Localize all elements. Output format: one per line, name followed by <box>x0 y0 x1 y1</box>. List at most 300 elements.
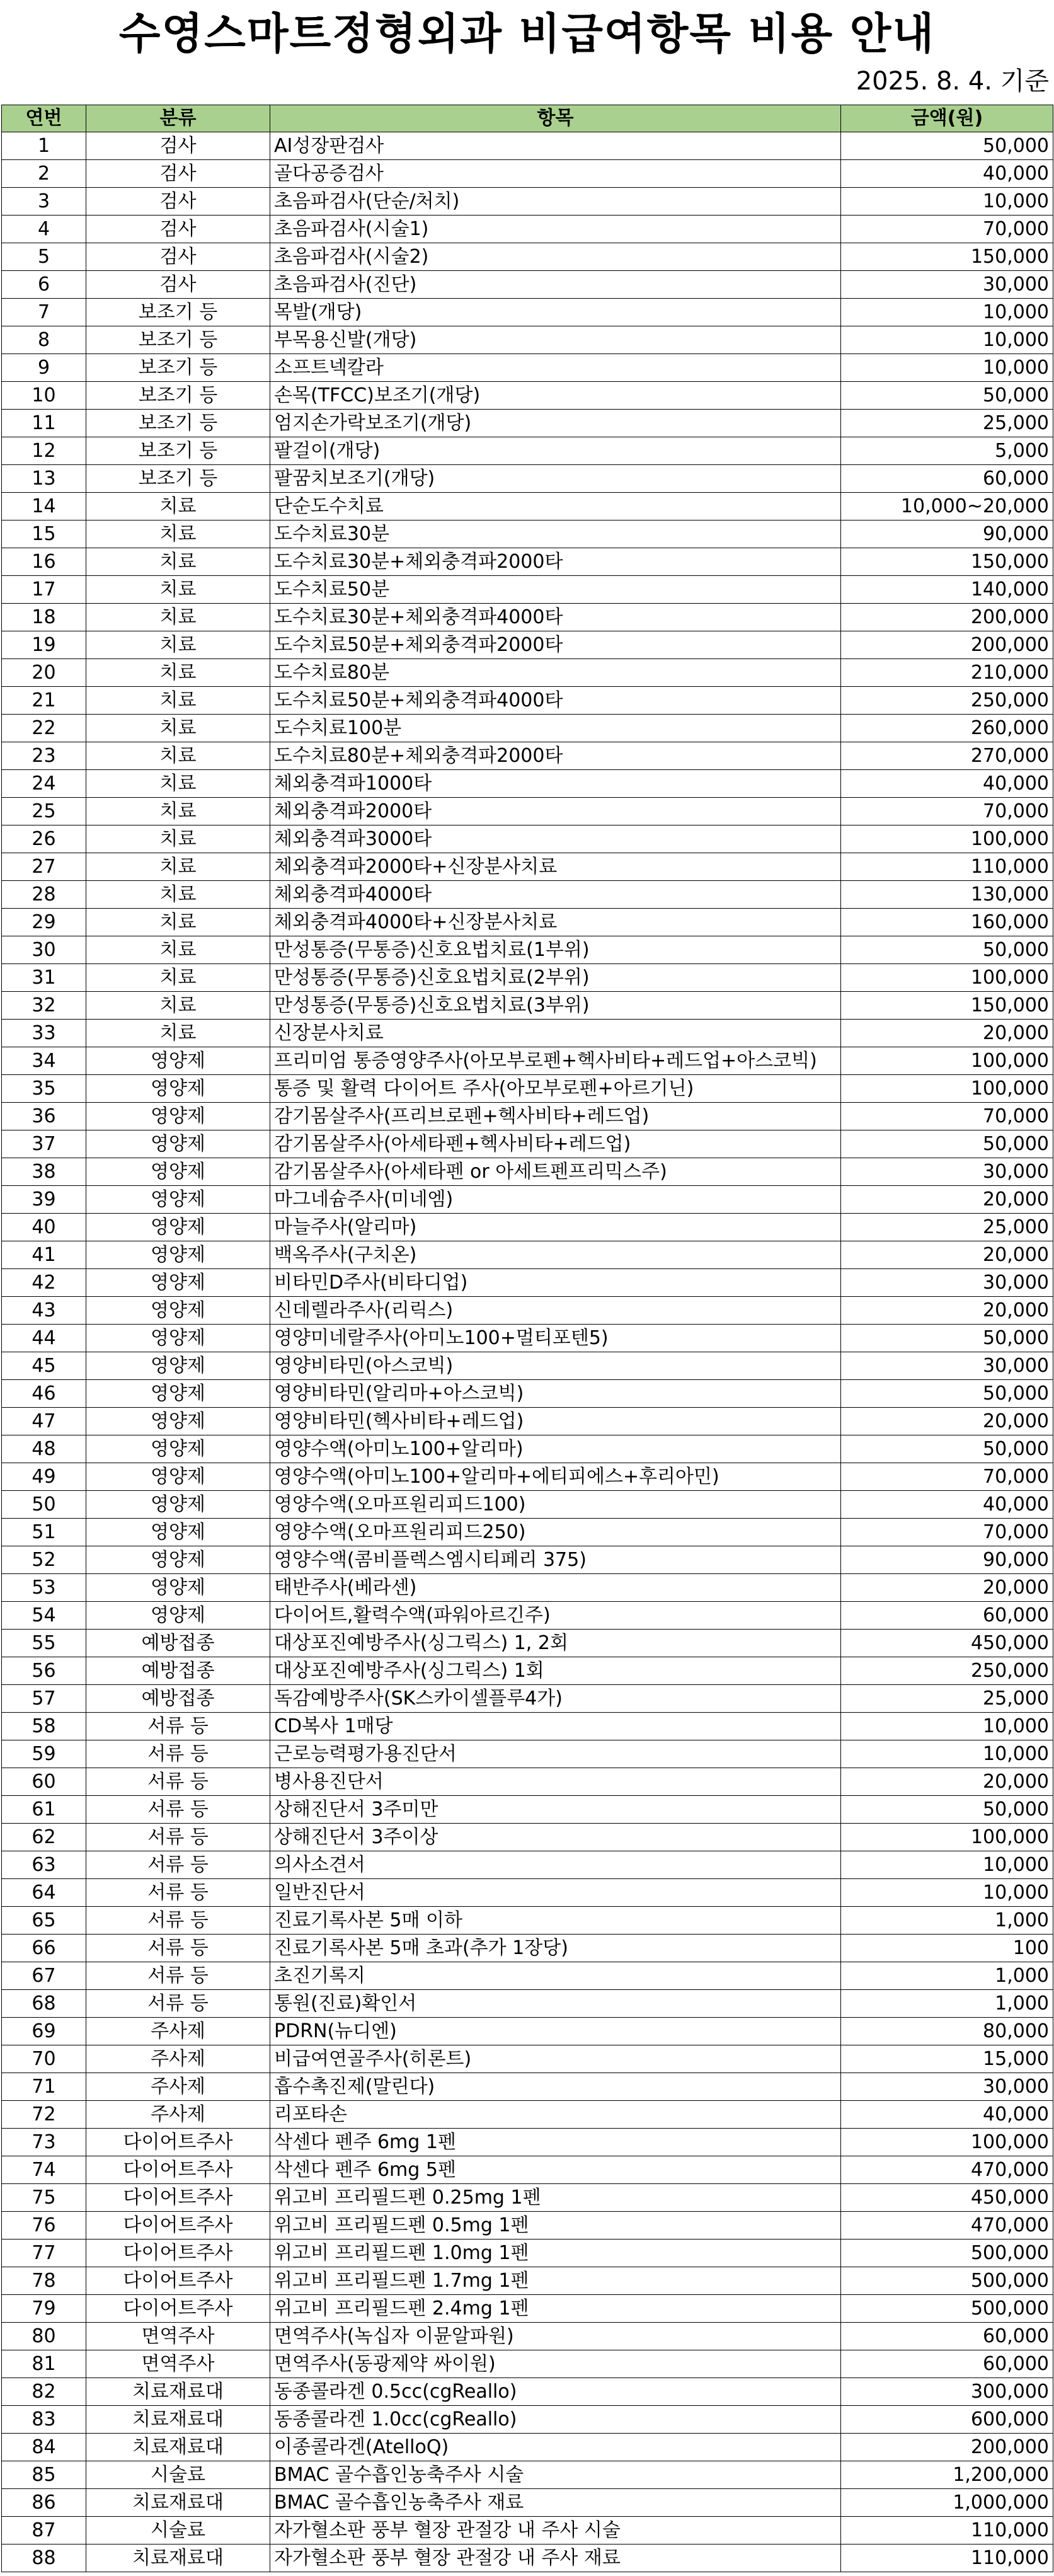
row-amount: 60,000 <box>841 1602 1053 1630</box>
table-row <box>2 1657 1053 1685</box>
row-amount: 20,000 <box>841 1408 1053 1435</box>
row-item: 마그네슘주사(미네엠) <box>270 1186 841 1214</box>
table-row <box>2 2350 1053 2378</box>
row-number: 68 <box>2 1990 86 2018</box>
row-amount: 300,000 <box>841 2378 1053 2406</box>
row-amount: 70,000 <box>841 1103 1053 1130</box>
table-row <box>2 604 1053 631</box>
row-category: 주사제 <box>86 2045 270 2073</box>
header-number: 연번 <box>2 105 86 132</box>
row-amount: 50,000 <box>841 1796 1053 1824</box>
row-number: 4 <box>2 216 86 243</box>
row-item: 비타민D주사(비타디업) <box>270 1269 841 1297</box>
table-row <box>2 1463 1053 1491</box>
row-number: 63 <box>2 1851 86 1879</box>
row-category: 서류 등 <box>86 1796 270 1824</box>
row-category: 치료 <box>86 604 270 631</box>
table-row <box>2 1435 1053 1463</box>
row-category: 치료 <box>86 770 270 798</box>
row-item: 초음파검사(단순/처치) <box>270 188 841 216</box>
row-number: 45 <box>2 1352 86 1380</box>
row-number: 43 <box>2 1297 86 1325</box>
table-row <box>2 1158 1053 1186</box>
row-item: 체외충격파4000타+신장분사치료 <box>270 909 841 936</box>
row-number: 85 <box>2 2461 86 2489</box>
row-category: 치료 <box>86 631 270 659</box>
row-amount: 20,000 <box>841 1574 1053 1602</box>
row-category: 치료재료대 <box>86 2406 270 2434</box>
row-number: 14 <box>2 493 86 520</box>
table-row <box>2 1824 1053 1851</box>
row-item: 흡수촉진제(말린다) <box>270 2073 841 2101</box>
row-amount: 90,000 <box>841 520 1053 548</box>
table-row <box>2 964 1053 992</box>
row-category: 검사 <box>86 160 270 188</box>
table-row <box>2 1851 1053 1879</box>
row-category: 치료 <box>86 992 270 1020</box>
row-amount: 70,000 <box>841 216 1053 243</box>
row-item: 체외충격파2000타 <box>270 798 841 825</box>
row-item: 자가혈소판 풍부 혈장 관절강 내 주사 재료 <box>270 2544 841 2572</box>
row-amount: 200,000 <box>841 604 1053 631</box>
row-number: 77 <box>2 2240 86 2267</box>
page-title: 수영스마트정형외과 비급여항목 비용 안내 <box>118 9 936 59</box>
table-row <box>2 1269 1053 1297</box>
table-row <box>2 1574 1053 1602</box>
row-category: 검사 <box>86 243 270 271</box>
table-header-row <box>2 105 1053 132</box>
row-category: 검사 <box>86 132 270 160</box>
row-category: 주사제 <box>86 2073 270 2101</box>
row-item: 도수치료30분+체외충격파4000타 <box>270 604 841 631</box>
row-amount: 40,000 <box>841 1491 1053 1519</box>
row-item: 체외충격파4000타 <box>270 881 841 909</box>
row-number: 38 <box>2 1158 86 1186</box>
row-category: 영양제 <box>86 1297 270 1325</box>
table-row <box>2 576 1053 604</box>
row-amount: 450,000 <box>841 2184 1053 2212</box>
row-category: 영양제 <box>86 1075 270 1103</box>
table-row <box>2 798 1053 825</box>
row-amount: 20,000 <box>841 1186 1053 1214</box>
row-number: 30 <box>2 936 86 964</box>
row-category: 보조기 등 <box>86 465 270 493</box>
row-amount: 50,000 <box>841 132 1053 160</box>
row-number: 15 <box>2 520 86 548</box>
row-amount: 500,000 <box>841 2295 1053 2323</box>
row-amount: 1,000,000 <box>841 2489 1053 2517</box>
row-category: 보조기 등 <box>86 437 270 465</box>
row-number: 86 <box>2 2489 86 2517</box>
row-number: 80 <box>2 2323 86 2350</box>
row-amount: 30,000 <box>841 271 1053 299</box>
row-amount: 10,000 <box>841 326 1053 354</box>
row-number: 61 <box>2 1796 86 1824</box>
row-item: 자가혈소판 풍부 혈장 관절강 내 주사 시술 <box>270 2517 841 2544</box>
row-number: 8 <box>2 326 86 354</box>
row-number: 19 <box>2 631 86 659</box>
row-item: 감기몸살주사(프리브로펜+헥사비타+레드업) <box>270 1103 841 1130</box>
row-number: 47 <box>2 1408 86 1435</box>
row-item: 도수치료30분 <box>270 520 841 548</box>
row-amount: 40,000 <box>841 770 1053 798</box>
row-number: 54 <box>2 1602 86 1630</box>
table-row <box>2 1990 1053 2018</box>
row-item: 영양수액(아미노100+알리마) <box>270 1435 841 1463</box>
row-item: 도수치료80분+체외충격파2000타 <box>270 742 841 770</box>
row-item: 위고비 프리필드펜 1.0mg 1펜 <box>270 2240 841 2267</box>
row-amount: 100,000 <box>841 825 1053 853</box>
header-amount: 금액(원) <box>841 105 1053 132</box>
row-number: 75 <box>2 2184 86 2212</box>
row-category: 검사 <box>86 271 270 299</box>
row-number: 21 <box>2 687 86 715</box>
row-number: 60 <box>2 1768 86 1796</box>
row-amount: 500,000 <box>841 2240 1053 2267</box>
row-amount: 10,000 <box>841 1713 1053 1740</box>
row-category: 치료 <box>86 493 270 520</box>
row-amount: 30,000 <box>841 1269 1053 1297</box>
row-number: 3 <box>2 188 86 216</box>
row-number: 41 <box>2 1241 86 1269</box>
row-item: AI성장판검사 <box>270 132 841 160</box>
row-category: 치료 <box>86 742 270 770</box>
table-row <box>2 548 1053 576</box>
row-category: 보조기 등 <box>86 326 270 354</box>
table-row <box>2 326 1053 354</box>
table-row <box>2 271 1053 299</box>
row-item: 단순도수치료 <box>270 493 841 520</box>
row-number: 71 <box>2 2073 86 2101</box>
table-row <box>2 465 1053 493</box>
table-row <box>2 1602 1053 1630</box>
row-category: 치료 <box>86 936 270 964</box>
row-number: 88 <box>2 2544 86 2572</box>
row-amount: 210,000 <box>841 659 1053 687</box>
table-row <box>2 2323 1053 2350</box>
row-amount: 20,000 <box>841 1768 1053 1796</box>
row-number: 74 <box>2 2156 86 2184</box>
row-category: 서류 등 <box>86 1879 270 1907</box>
row-category: 서류 등 <box>86 1851 270 1879</box>
header-category: 분류 <box>86 105 270 132</box>
row-number: 2 <box>2 160 86 188</box>
row-category: 보조기 등 <box>86 410 270 437</box>
row-category: 다이어트주사 <box>86 2156 270 2184</box>
row-amount: 130,000 <box>841 881 1053 909</box>
row-category: 치료 <box>86 964 270 992</box>
row-number: 87 <box>2 2517 86 2544</box>
table-row <box>2 1214 1053 1241</box>
row-category: 면역주사 <box>86 2350 270 2378</box>
row-item: 도수치료80분 <box>270 659 841 687</box>
row-item: 도수치료50분 <box>270 576 841 604</box>
row-number: 32 <box>2 992 86 1020</box>
row-category: 면역주사 <box>86 2323 270 2350</box>
row-amount: 40,000 <box>841 160 1053 188</box>
row-amount: 100,000 <box>841 1075 1053 1103</box>
header-item: 항목 <box>270 105 841 132</box>
row-item: 만성통증(무통증)신호요법치료(2부위) <box>270 964 841 992</box>
row-item: 영양수액(오마프원리피드100) <box>270 1491 841 1519</box>
row-number: 64 <box>2 1879 86 1907</box>
table-row <box>2 216 1053 243</box>
table-row <box>2 1380 1053 1408</box>
row-item: 영양비타민(알리마+아스코빅) <box>270 1380 841 1408</box>
row-number: 57 <box>2 1685 86 1713</box>
row-number: 29 <box>2 909 86 936</box>
row-number: 13 <box>2 465 86 493</box>
row-amount: 10,000 <box>841 188 1053 216</box>
row-category: 치료 <box>86 715 270 742</box>
table-row <box>2 715 1053 742</box>
row-item: 영양수액(아미노100+알리마+에티피에스+후리아민) <box>270 1463 841 1491</box>
table-row <box>2 2184 1053 2212</box>
row-category: 보조기 등 <box>86 382 270 410</box>
row-item: 마늘주사(알리마) <box>270 1214 841 1241</box>
row-amount: 5,000 <box>841 437 1053 465</box>
table-row <box>2 1768 1053 1796</box>
table-row <box>2 825 1053 853</box>
row-item: 태반주사(베라센) <box>270 1574 841 1602</box>
row-item: 신장분사치료 <box>270 1020 841 1047</box>
row-number: 84 <box>2 2434 86 2461</box>
table-row <box>2 881 1053 909</box>
row-number: 62 <box>2 1824 86 1851</box>
table-row <box>2 1241 1053 1269</box>
table-row <box>2 437 1053 465</box>
row-category: 서류 등 <box>86 1824 270 1851</box>
row-number: 51 <box>2 1519 86 1546</box>
row-number: 83 <box>2 2406 86 2434</box>
row-amount: 30,000 <box>841 1352 1053 1380</box>
row-category: 영양제 <box>86 1546 270 1574</box>
row-number: 12 <box>2 437 86 465</box>
row-category: 다이어트주사 <box>86 2212 270 2240</box>
row-number: 66 <box>2 1935 86 1962</box>
row-number: 23 <box>2 742 86 770</box>
row-item: 목발(개당) <box>270 299 841 326</box>
row-number: 79 <box>2 2295 86 2323</box>
row-item: 일반진단서 <box>270 1879 841 1907</box>
row-number: 17 <box>2 576 86 604</box>
table-row <box>2 2018 1053 2045</box>
table-row <box>2 992 1053 1020</box>
row-item: 이종콜라겐(AtelloQ) <box>270 2434 841 2461</box>
table-row <box>2 631 1053 659</box>
row-number: 40 <box>2 1214 86 1241</box>
row-amount: 100 <box>841 1935 1053 1962</box>
row-item: 엄지손가락보조기(개당) <box>270 410 841 437</box>
row-amount: 250,000 <box>841 687 1053 715</box>
row-item: 비급여연골주사(히론트) <box>270 2045 841 2073</box>
row-number: 9 <box>2 354 86 382</box>
row-number: 67 <box>2 1962 86 1990</box>
row-number: 46 <box>2 1380 86 1408</box>
table-row <box>2 909 1053 936</box>
row-category: 서류 등 <box>86 1935 270 1962</box>
table-row <box>2 382 1053 410</box>
row-item: 영양비타민(아스코빅) <box>270 1352 841 1380</box>
table-row <box>2 1186 1053 1214</box>
table-row <box>2 1075 1053 1103</box>
row-category: 영양제 <box>86 1491 270 1519</box>
table-row <box>2 243 1053 271</box>
row-amount: 90,000 <box>841 1546 1053 1574</box>
row-amount: 25,000 <box>841 410 1053 437</box>
row-item: 다이어트,활력수액(파워아르긴주) <box>270 1602 841 1630</box>
row-item: PDRN(뉴디엔) <box>270 2018 841 2045</box>
table-row <box>2 2045 1053 2073</box>
row-category: 예방접종 <box>86 1685 270 1713</box>
row-item: 근로능력평가용진단서 <box>270 1740 841 1768</box>
row-amount: 50,000 <box>841 1325 1053 1352</box>
row-number: 18 <box>2 604 86 631</box>
row-item: 도수치료50분+체외충격파2000타 <box>270 631 841 659</box>
row-item: 대상포진예방주사(싱그릭스) 1회 <box>270 1657 841 1685</box>
row-item: 초음파검사(진단) <box>270 271 841 299</box>
table-row <box>2 1325 1053 1352</box>
table-row <box>2 2544 1053 2572</box>
row-number: 81 <box>2 2350 86 2378</box>
table-row <box>2 2267 1053 2295</box>
row-number: 50 <box>2 1491 86 1519</box>
row-number: 76 <box>2 2212 86 2240</box>
row-amount: 140,000 <box>841 576 1053 604</box>
row-item: 도수치료30분+체외충격파2000타 <box>270 548 841 576</box>
row-item: 소프트넥칼라 <box>270 354 841 382</box>
table-row <box>2 1879 1053 1907</box>
row-item: 동종콜라겐 1.0cc(cgReallo) <box>270 2406 841 2434</box>
row-number: 73 <box>2 2129 86 2156</box>
row-amount: 15,000 <box>841 2045 1053 2073</box>
row-category: 시술료 <box>86 2461 270 2489</box>
row-amount: 50,000 <box>841 1435 1053 1463</box>
row-number: 78 <box>2 2267 86 2295</box>
row-item: 백옥주사(구치온) <box>270 1241 841 1269</box>
row-number: 44 <box>2 1325 86 1352</box>
row-item: 체외충격파3000타 <box>270 825 841 853</box>
row-item: 면역주사(녹십자 이뮨알파원) <box>270 2323 841 2350</box>
row-amount: 70,000 <box>841 798 1053 825</box>
row-item: 대상포진예방주사(싱그릭스) 1, 2회 <box>270 1630 841 1657</box>
row-amount: 80,000 <box>841 2018 1053 2045</box>
row-number: 56 <box>2 1657 86 1685</box>
row-item: BMAC 골수흡인농축주사 시술 <box>270 2461 841 2489</box>
table-row <box>2 2461 1053 2489</box>
row-amount: 200,000 <box>841 631 1053 659</box>
row-amount: 250,000 <box>841 1657 1053 1685</box>
row-item: 영양수액(콤비플렉스엠시티페리 375) <box>270 1546 841 1574</box>
row-item: 체외충격파2000타+신장분사치료 <box>270 853 841 881</box>
row-item: 위고비 프리필드펜 0.25mg 1펜 <box>270 2184 841 2212</box>
row-number: 28 <box>2 881 86 909</box>
row-item: 팔걸이(개당) <box>270 437 841 465</box>
row-category: 치료 <box>86 909 270 936</box>
row-amount: 70,000 <box>841 1463 1053 1491</box>
row-number: 31 <box>2 964 86 992</box>
row-amount: 1,000 <box>841 1990 1053 2018</box>
row-category: 영양제 <box>86 1047 270 1075</box>
row-category: 치료 <box>86 548 270 576</box>
row-amount: 50,000 <box>841 382 1053 410</box>
fee-table <box>1 105 1053 2572</box>
row-category: 보조기 등 <box>86 354 270 382</box>
reference-date: 2025. 8. 4. 기준 <box>856 67 1049 96</box>
row-category: 다이어트주사 <box>86 2184 270 2212</box>
table-row <box>2 1546 1053 1574</box>
row-amount: 160,000 <box>841 909 1053 936</box>
row-amount: 20,000 <box>841 1297 1053 1325</box>
row-category: 영양제 <box>86 1158 270 1186</box>
table-row <box>2 132 1053 160</box>
row-amount: 25,000 <box>841 1214 1053 1241</box>
table-row <box>2 2434 1053 2461</box>
row-category: 서류 등 <box>86 1990 270 2018</box>
row-item: 통원(진료)확인서 <box>270 1990 841 2018</box>
row-item: 의사소견서 <box>270 1851 841 1879</box>
row-item: 동종콜라겐 0.5cc(cgReallo) <box>270 2378 841 2406</box>
row-item: 팔꿈치보조기(개당) <box>270 465 841 493</box>
table-row <box>2 493 1053 520</box>
row-amount: 10,000~20,000 <box>841 493 1053 520</box>
row-number: 10 <box>2 382 86 410</box>
row-amount: 25,000 <box>841 1685 1053 1713</box>
row-category: 다이어트주사 <box>86 2267 270 2295</box>
row-number: 70 <box>2 2045 86 2073</box>
row-item: 진료기록사본 5매 초과(추가 1장당) <box>270 1935 841 1962</box>
table-row <box>2 1297 1053 1325</box>
row-item: 신데렐라주사(리릭스) <box>270 1297 841 1325</box>
row-item: BMAC 골수흡인농축주사 재료 <box>270 2489 841 2517</box>
row-number: 55 <box>2 1630 86 1657</box>
row-number: 27 <box>2 853 86 881</box>
table-row <box>2 2101 1053 2129</box>
row-category: 치료재료대 <box>86 2378 270 2406</box>
row-category: 서류 등 <box>86 1768 270 1796</box>
row-item: 위고비 프리필드펜 2.4mg 1펜 <box>270 2295 841 2323</box>
row-item: 영양비타민(헥사비타+레드업) <box>270 1408 841 1435</box>
table-row <box>2 520 1053 548</box>
row-amount: 70,000 <box>841 1519 1053 1546</box>
row-category: 다이어트주사 <box>86 2129 270 2156</box>
row-item: 만성통증(무통증)신호요법치료(3부위) <box>270 992 841 1020</box>
row-item: 감기몸살주사(아세타펜 or 아세트펜프리믹스주) <box>270 1158 841 1186</box>
row-category: 치료 <box>86 1020 270 1047</box>
row-amount: 1,000 <box>841 1907 1053 1935</box>
row-item: 도수치료50분+체외충격파4000타 <box>270 687 841 715</box>
row-number: 11 <box>2 410 86 437</box>
row-category: 치료재료대 <box>86 2489 270 2517</box>
row-amount: 30,000 <box>841 1158 1053 1186</box>
row-amount: 20,000 <box>841 1241 1053 1269</box>
row-amount: 100,000 <box>841 964 1053 992</box>
row-amount: 30,000 <box>841 2073 1053 2101</box>
row-number: 53 <box>2 1574 86 1602</box>
table-row <box>2 1491 1053 1519</box>
row-item: CD복사 1매당 <box>270 1713 841 1740</box>
table-row <box>2 2489 1053 2517</box>
table-row <box>2 410 1053 437</box>
row-category: 영양제 <box>86 1380 270 1408</box>
row-item: 체외충격파1000타 <box>270 770 841 798</box>
row-category: 영양제 <box>86 1602 270 1630</box>
table-row <box>2 1103 1053 1130</box>
row-amount: 470,000 <box>841 2212 1053 2240</box>
row-category: 검사 <box>86 216 270 243</box>
row-item: 만성통증(무통증)신호요법치료(1부위) <box>270 936 841 964</box>
row-amount: 50,000 <box>841 1130 1053 1158</box>
